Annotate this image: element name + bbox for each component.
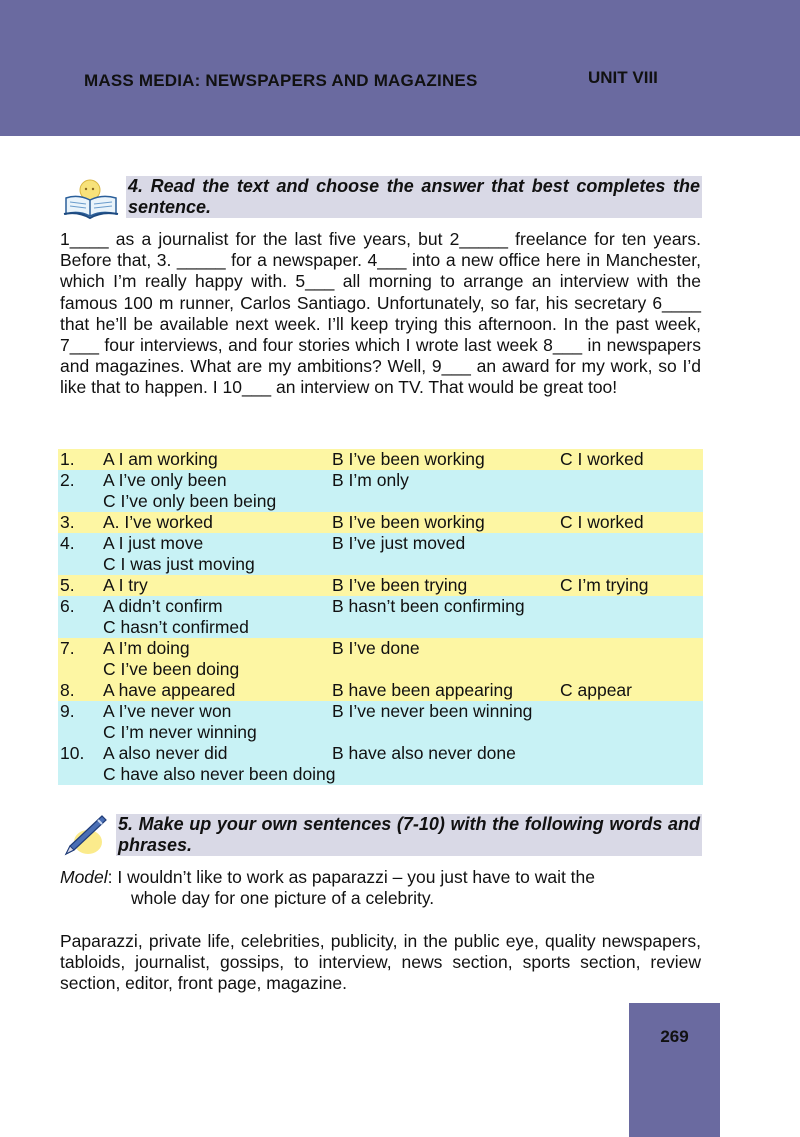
- exercise-4-text: 1____ as a journalist for the last five years, but 2_____ freelance for ten years. Before that, 3. _____ for a newspaper. 4___ into a new office here in Manchester, which I’m really happy with. 5___ all morning to arrange an interview with the famous 100 m runner, Carlos Santiago. Unfortunately, so far, his secretary 6____ that he’ll be available next week. I’ll keep trying this afternoon. In the past week, 7___ four interviews, and four stories which I wrote last week 8___ in newspapers and magazines. What are my ambitions? Well, 9___ an award for my work, so I’d like that to happen. I 10___ an interview on TV. That would be great too!: [60, 229, 701, 398]
- option-number: 4.: [60, 533, 75, 553]
- option-a: A I am working: [103, 449, 218, 469]
- option-c: C hasn’t confirmed: [103, 617, 249, 637]
- option-number: 6.: [60, 596, 75, 616]
- option-a: A I’ve never won: [103, 701, 232, 721]
- option-number: 5.: [60, 575, 75, 595]
- option-row: [58, 470, 703, 512]
- unit-label: UNIT VIII: [588, 68, 658, 87]
- page-number-tab: [629, 1003, 720, 1137]
- chapter-title: MASS MEDIA: NEWSPAPERS AND MAGAZINES: [84, 71, 478, 90]
- option-a: A didn’t confirm: [103, 596, 223, 616]
- option-row: [58, 680, 703, 701]
- option-c: C I’m trying: [560, 575, 649, 595]
- option-number: 2.: [60, 470, 75, 490]
- option-number: 10.: [60, 743, 85, 763]
- option-b: B I’ve done: [332, 638, 420, 658]
- option-number: 3.: [60, 512, 75, 532]
- option-a: A. I’ve worked: [103, 512, 213, 532]
- option-row: [58, 701, 703, 743]
- option-c: C appear: [560, 680, 632, 700]
- option-b: B have been appearing: [332, 680, 513, 700]
- option-row: [58, 449, 703, 470]
- model-text-line-2: whole day for one picture of a celebrity.: [131, 888, 435, 908]
- page-number: 269: [660, 1027, 689, 1046]
- option-a: A I try: [103, 575, 148, 595]
- exercise-4-heading: 4. Read the text and choose the answer that best completes the sentence.: [128, 176, 700, 217]
- option-c: C I’ve been doing: [103, 659, 240, 679]
- option-c: C I’m never winning: [103, 722, 257, 742]
- option-a: A I’m doing: [103, 638, 190, 658]
- model-label: Model: [60, 867, 108, 887]
- option-a: A have appeared: [103, 680, 236, 700]
- option-a: A also never did: [103, 743, 228, 763]
- option-number: 9.: [60, 701, 75, 721]
- option-row: [58, 596, 703, 638]
- option-number: 7.: [60, 638, 75, 658]
- option-number: 8.: [60, 680, 75, 700]
- option-number: 1.: [60, 449, 75, 469]
- option-row: [58, 575, 703, 596]
- answer-options-table: [58, 449, 703, 785]
- open-book-with-sun-icon: [62, 176, 120, 220]
- model-sentence: [60, 867, 701, 909]
- option-b: B I’ve never been winning: [332, 701, 533, 721]
- option-a: A I’ve only been: [103, 470, 227, 490]
- option-b: B I’ve been working: [332, 512, 485, 532]
- option-b: B I’ve just moved: [332, 533, 466, 553]
- header-band: [0, 0, 800, 136]
- option-row: [58, 512, 703, 533]
- option-c: C I worked: [560, 512, 644, 532]
- option-b: B I’m only: [332, 470, 409, 490]
- pen-nib-icon: [58, 812, 110, 858]
- option-c: C I was just moving: [103, 554, 255, 574]
- option-b: B have also never done: [332, 743, 516, 763]
- word-list: Paparazzi, private life, celebrities, publicity, in the public eye, quality newspapers, tabloids, journalist, gossips, to interview, news section, sports section, review section, editor, front page, magazine.: [60, 931, 701, 993]
- option-row: [58, 533, 703, 575]
- option-c: C I’ve only been being: [103, 491, 277, 511]
- model-text-line-1: : I wouldn’t like to work as paparazzi – you just have to wait the: [107, 867, 596, 887]
- option-b: B I’ve been working: [332, 449, 485, 469]
- option-c: C I worked: [560, 449, 644, 469]
- option-a: A I just move: [103, 533, 204, 553]
- option-c: C have also never been doing: [103, 764, 336, 784]
- option-row: [58, 638, 703, 680]
- option-row: [58, 743, 703, 785]
- option-b: B hasn’t been confirming: [332, 596, 525, 616]
- option-b: B I’ve been trying: [332, 575, 468, 595]
- exercise-5-heading: 5. Make up your own sentences (7-10) with the following words and phrases.: [118, 814, 700, 855]
